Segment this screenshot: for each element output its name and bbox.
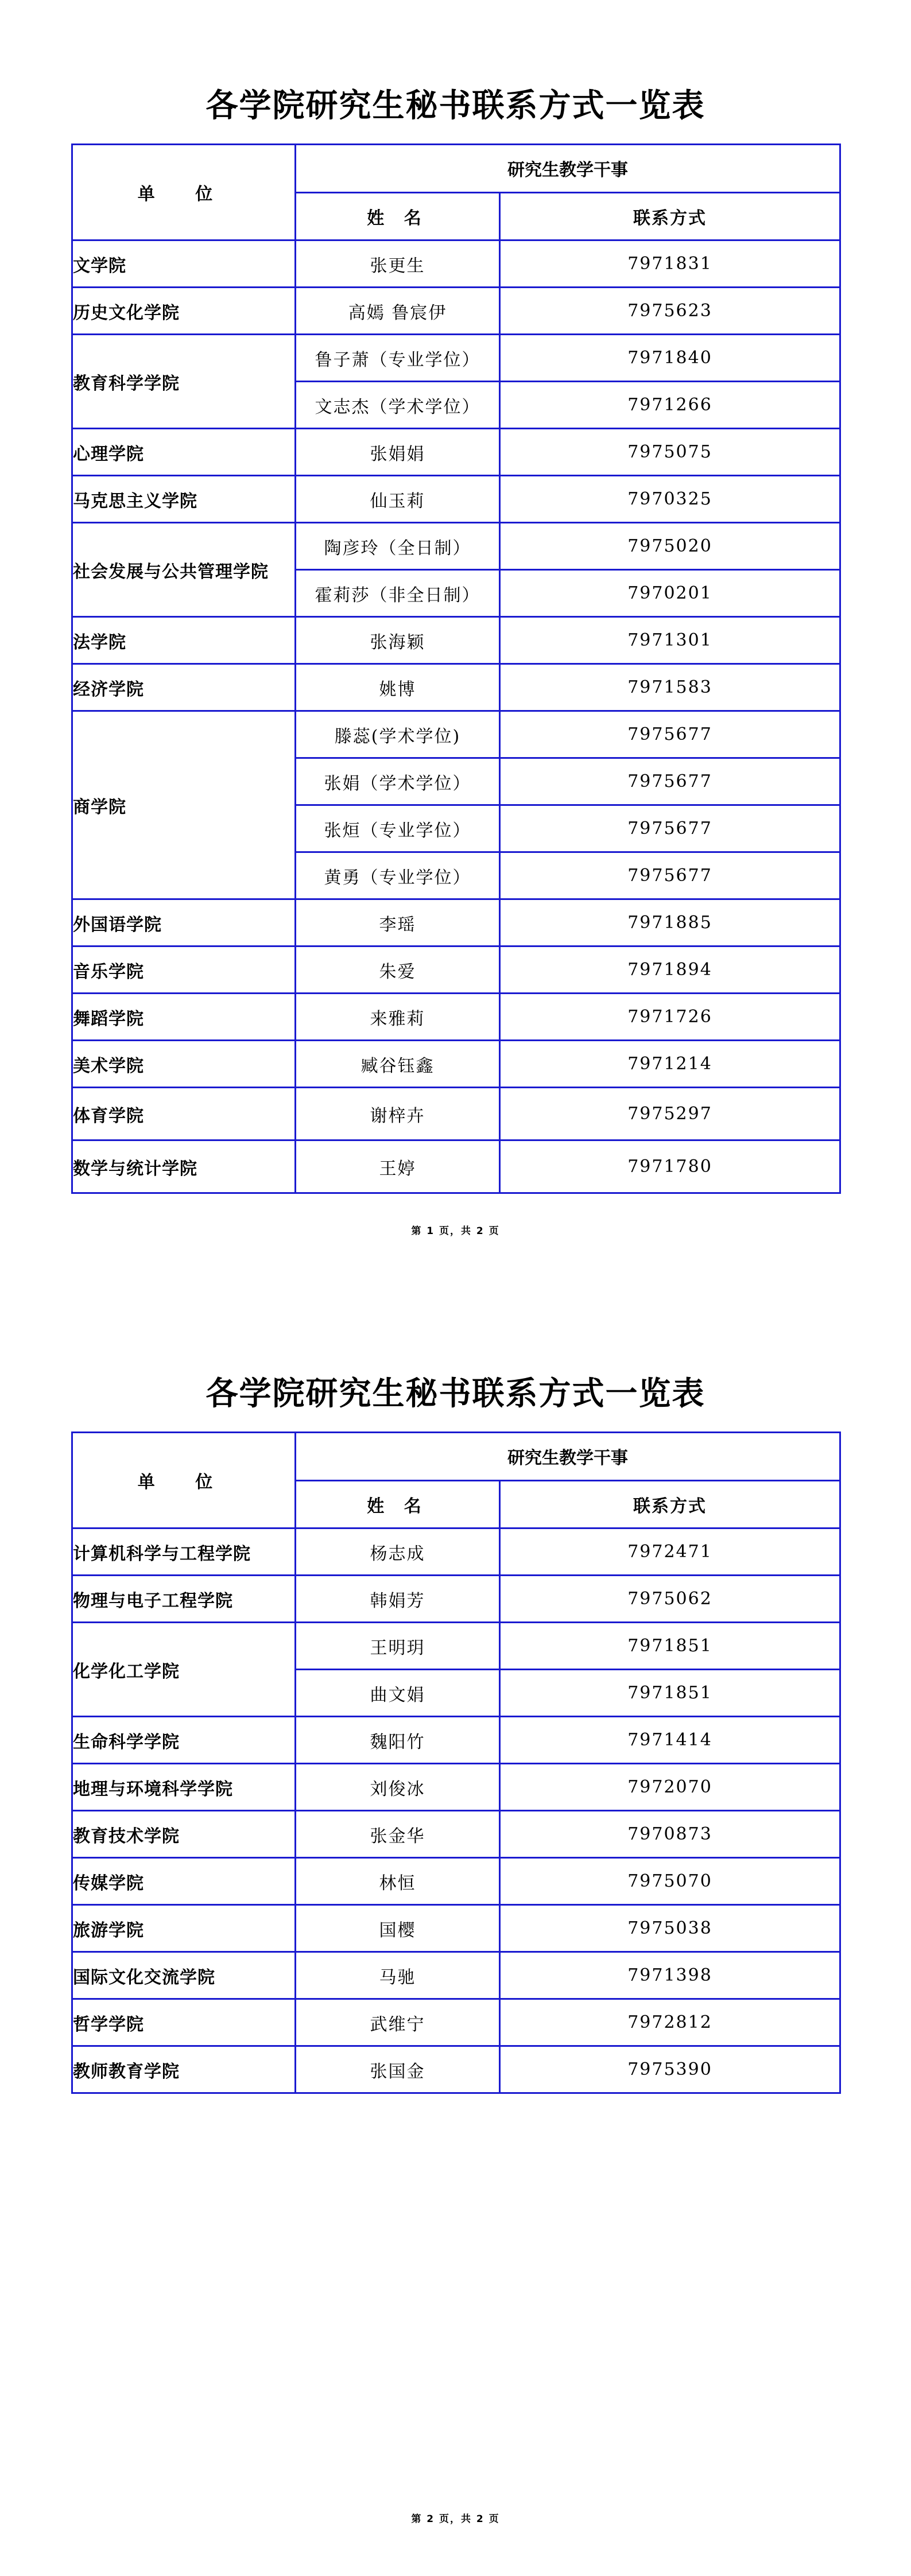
phone-cell: 7975677 <box>500 758 840 805</box>
phone-cell: 7971894 <box>500 946 840 994</box>
phone-cell: 7972070 <box>500 1764 840 1811</box>
college-cell: 美术学院 <box>72 1041 296 1088</box>
phone-cell: 7975677 <box>500 805 840 852</box>
phone-cell: 7975038 <box>500 1905 840 1952</box>
table-row <box>72 240 840 288</box>
table-row <box>72 288 840 335</box>
header-group: 研究生教学干事 <box>296 145 840 193</box>
contact-table <box>71 1431 841 2094</box>
phone-cell: 7975677 <box>500 852 840 899</box>
secretary-name-cell: 国樱 <box>296 1905 500 1952</box>
table-row <box>72 1858 840 1905</box>
phone-cell: 7970201 <box>500 570 840 617</box>
secretary-name-cell: 鲁子萧（专业学位） <box>296 335 500 382</box>
college-cell: 地理与环境科学学院 <box>72 1764 296 1811</box>
header-name: 姓 名 <box>296 192 500 240</box>
table-row <box>72 1952 840 1999</box>
header-name: 姓 名 <box>296 1480 500 1528</box>
page-title: 各学院研究生秘书联系方式一览表 <box>206 87 705 125</box>
secretary-name-cell: 武维宁 <box>296 1999 500 2046</box>
table-row <box>72 1041 840 1088</box>
college-cell: 音乐学院 <box>72 946 296 994</box>
table-body <box>72 1528 840 2093</box>
table-row <box>72 1999 840 2046</box>
page-2 <box>0 1288 911 2576</box>
secretary-name-cell: 马驰 <box>296 1952 500 1999</box>
secretary-name-cell: 张国金 <box>296 2046 500 2093</box>
phone-cell: 7975297 <box>500 1088 840 1140</box>
college-cell: 舞蹈学院 <box>72 994 296 1041</box>
table-row <box>72 899 840 946</box>
college-cell: 化学化工学院 <box>72 1623 296 1717</box>
page-footer: 第 2 页，共 2 页 <box>411 2513 500 2525</box>
college-cell: 历史文化学院 <box>72 288 296 335</box>
phone-cell: 7971780 <box>500 1140 840 1193</box>
secretary-name-cell: 杨志成 <box>296 1528 500 1576</box>
secretary-name-cell: 文志杰（学术学位） <box>296 382 500 429</box>
secretary-name-cell: 臧谷钰鑫 <box>296 1041 500 1088</box>
college-cell: 教育科学学院 <box>72 335 296 429</box>
secretary-name-cell: 王明玥 <box>296 1623 500 1670</box>
phone-cell: 7975070 <box>500 1858 840 1905</box>
secretary-name-cell: 滕蕊(学术学位) <box>296 711 500 758</box>
phone-cell: 7971414 <box>500 1717 840 1764</box>
secretary-name-cell: 张金华 <box>296 1811 500 1858</box>
secretary-name-cell: 魏阳竹 <box>296 1717 500 1764</box>
secretary-name-cell: 黄勇（专业学位） <box>296 852 500 899</box>
page-footer: 第 1 页，共 2 页 <box>411 1225 500 1237</box>
header-contact: 联系方式 <box>500 1480 840 1528</box>
college-cell: 商学院 <box>72 711 296 899</box>
phone-cell: 7972812 <box>500 1999 840 2046</box>
table-row <box>72 476 840 523</box>
secretary-name-cell: 韩娟芳 <box>296 1576 500 1623</box>
phone-cell: 7971831 <box>500 240 840 288</box>
phone-cell: 7970325 <box>500 476 840 523</box>
college-cell: 教师教育学院 <box>72 2046 296 2093</box>
header-group: 研究生教学干事 <box>296 1433 840 1481</box>
phone-cell: 7971398 <box>500 1952 840 1999</box>
secretary-name-cell: 张海颖 <box>296 617 500 664</box>
secretary-name-cell: 谢梓卉 <box>296 1088 500 1140</box>
secretary-name-cell: 姚博 <box>296 664 500 711</box>
college-cell: 体育学院 <box>72 1088 296 1140</box>
table-row <box>72 429 840 476</box>
secretary-name-cell: 曲文娟 <box>296 1670 500 1717</box>
secretary-name-cell: 陶彦玲（全日制） <box>296 523 500 570</box>
phone-cell: 7971583 <box>500 664 840 711</box>
table-row <box>72 1905 840 1952</box>
phone-cell: 7971885 <box>500 899 840 946</box>
table-row <box>72 1811 840 1858</box>
secretary-name-cell: 王婷 <box>296 1140 500 1193</box>
table-row <box>72 2046 840 2093</box>
table-row <box>72 1717 840 1764</box>
college-cell: 数学与统计学院 <box>72 1140 296 1193</box>
phone-cell: 7975677 <box>500 711 840 758</box>
table-row <box>72 946 840 994</box>
phone-cell: 7971840 <box>500 335 840 382</box>
header-unit: 单 位 <box>72 145 296 240</box>
table-row <box>72 664 840 711</box>
college-cell: 生命科学学院 <box>72 1717 296 1764</box>
secretary-name-cell: 霍莉莎（非全日制） <box>296 570 500 617</box>
phone-cell: 7972471 <box>500 1528 840 1576</box>
phone-cell: 7971214 <box>500 1041 840 1088</box>
secretary-name-cell: 张更生 <box>296 240 500 288</box>
secretary-name-cell: 林恒 <box>296 1858 500 1905</box>
secretary-name-cell: 李瑶 <box>296 899 500 946</box>
secretary-name-cell: 刘俊冰 <box>296 1764 500 1811</box>
phone-cell: 7975062 <box>500 1576 840 1623</box>
page-title: 各学院研究生秘书联系方式一览表 <box>206 1375 705 1413</box>
secretary-name-cell: 张烜（专业学位） <box>296 805 500 852</box>
phone-cell: 7971266 <box>500 382 840 429</box>
phone-cell: 7970873 <box>500 1811 840 1858</box>
college-cell: 传媒学院 <box>72 1858 296 1905</box>
table-row <box>72 994 840 1041</box>
phone-cell: 7975623 <box>500 288 840 335</box>
phone-cell: 7975390 <box>500 2046 840 2093</box>
header-contact: 联系方式 <box>500 192 840 240</box>
college-cell: 哲学学院 <box>72 1999 296 2046</box>
table-row <box>72 617 840 664</box>
college-cell: 心理学院 <box>72 429 296 476</box>
secretary-name-cell: 张娟娟 <box>296 429 500 476</box>
secretary-name-cell: 来雅莉 <box>296 994 500 1041</box>
phone-cell: 7971301 <box>500 617 840 664</box>
phone-cell: 7971726 <box>500 994 840 1041</box>
phone-cell: 7971851 <box>500 1623 840 1670</box>
college-cell: 国际文化交流学院 <box>72 1952 296 1999</box>
table-row <box>72 1088 840 1140</box>
college-cell: 社会发展与公共管理学院 <box>72 523 296 617</box>
college-cell: 物理与电子工程学院 <box>72 1576 296 1623</box>
secretary-name-cell: 张娟（学术学位） <box>296 758 500 805</box>
phone-cell: 7975020 <box>500 523 840 570</box>
college-cell: 经济学院 <box>72 664 296 711</box>
table-row <box>72 523 840 570</box>
phone-cell: 7975075 <box>500 429 840 476</box>
college-cell: 马克思主义学院 <box>72 476 296 523</box>
phone-cell: 7971851 <box>500 1670 840 1717</box>
table-row <box>72 1528 840 1576</box>
table-body <box>72 240 840 1193</box>
table-row <box>72 1623 840 1670</box>
table-row <box>72 335 840 382</box>
college-cell: 教育技术学院 <box>72 1811 296 1858</box>
college-cell: 文学院 <box>72 240 296 288</box>
college-cell: 旅游学院 <box>72 1905 296 1952</box>
secretary-name-cell: 朱爱 <box>296 946 500 994</box>
college-cell: 法学院 <box>72 617 296 664</box>
table-row <box>72 711 840 758</box>
secretary-name-cell: 高嫣 鲁宸伊 <box>296 288 500 335</box>
college-cell: 计算机科学与工程学院 <box>72 1528 296 1576</box>
secretary-name-cell: 仙玉莉 <box>296 476 500 523</box>
header-unit: 单 位 <box>72 1433 296 1528</box>
contact-table <box>71 143 841 1194</box>
table-row <box>72 1764 840 1811</box>
college-cell: 外国语学院 <box>72 899 296 946</box>
table-row <box>72 1140 840 1193</box>
table-row <box>72 1576 840 1623</box>
